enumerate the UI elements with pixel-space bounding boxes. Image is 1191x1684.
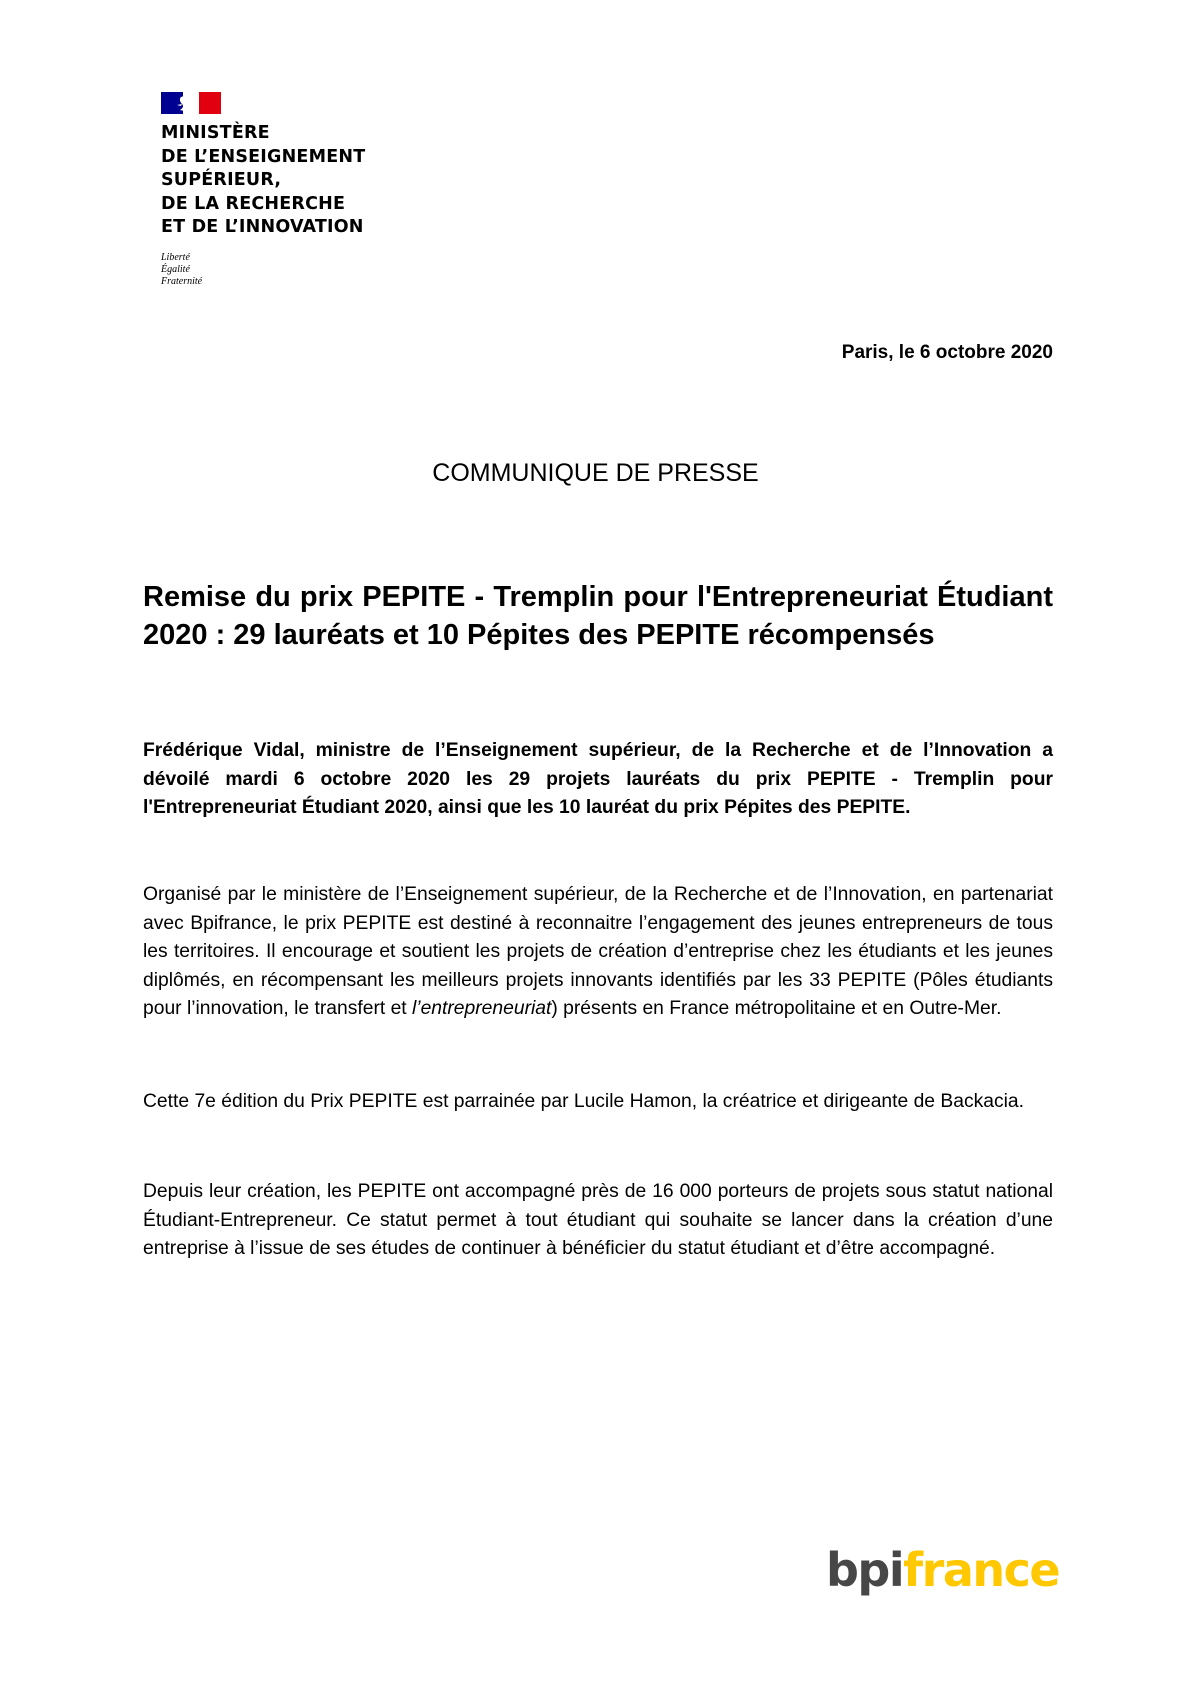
press-release-title: Remise du prix PEPITE - Tremplin pour l'Entrepreneuriat Étudiant 2020 : 29 lauréats et 10 Pépites des PEPITE récompensés: [143, 581, 1053, 651]
ministry-logo: [161, 92, 421, 288]
lede-paragraph: Frédérique Vidal, ministre de l’Enseignement supérieur, de la Recherche et de l’Innovation a dévoilé mardi 6 octobre 2020 les 29 projets lauréats du prix PEPITE - Tremplin pour l'Entrepreneuriat Étudiant 2020, ainsi que les 10 lauréat du prix Pépites des PEPITE.: [143, 740, 1053, 819]
ministry-line: ET DE L’INNOVATION: [161, 217, 364, 237]
motto-fraternite: Fraternité: [161, 275, 203, 287]
ministry-line: MINISTÈRE: [161, 123, 270, 143]
motto-egalite: Égalité: [161, 263, 190, 275]
bpifrance-logo: [826, 1540, 1059, 1600]
body-paragraph-2: Cette 7e édition du Prix PEPITE est parrainée par Lucile Hamon, la créatrice et dirigeante de Backacia.: [143, 1091, 1024, 1112]
ministry-line: DE LA RECHERCHE: [161, 193, 346, 214]
document-type-heading: COMMUNIQUE DE PRESSE: [432, 459, 759, 487]
bpifrance-logo-bpi: bpi: [826, 1543, 904, 1597]
french-flag-icon: [161, 92, 221, 114]
bpifrance-logo-france: france: [903, 1543, 1060, 1597]
marianne-profile-icon: [175, 95, 197, 112]
motto-liberte: Liberté: [161, 251, 190, 263]
paragraph-text: Organisé par le ministère de l’Enseignement supérieur, de la Recherche et de l’Innovation, en partenariat avec Bpifrance, le prix PEPITE est destiné à reconnaitre l’engagement des jeunes entrepreneurs de tous les territoires. Il encourage et soutient les projets de création d’entreprise chez les étudiants et les jeunes diplômés, en récompensant les meilleurs projets innovants identifiés par les 33 PEPITE (Pôles étudiants pour l’innovation, le transfert et: [143, 884, 1053, 1020]
body-paragraph-3: Depuis leur création, les PEPITE ont accompagné près de 16 000 porteurs de projets sous statut national Étudiant-Entrepreneur. Ce statut permet à tout étudiant qui souhaite se lancer dans la création d’une entreprise à l’issue de ses études de continuer à bénéficier du statut étudiant et d’être accompagné.: [143, 1181, 1053, 1260]
ministry-name: [161, 122, 421, 240]
republic-motto: [161, 252, 421, 288]
ministry-line: SUPÉRIEUR,: [161, 170, 282, 190]
press-release-date: Paris, le 6 octobre 2020: [841, 342, 1053, 363]
paragraph-italic-text: l’entrepreneuriat: [412, 998, 552, 1020]
paragraph-text: ) présents en France métropolitaine et en Outre-Mer.: [551, 998, 1002, 1020]
ministry-line: DE L’ENSEIGNEMENT: [161, 146, 366, 167]
body-paragraph-1: [143, 881, 1053, 1024]
